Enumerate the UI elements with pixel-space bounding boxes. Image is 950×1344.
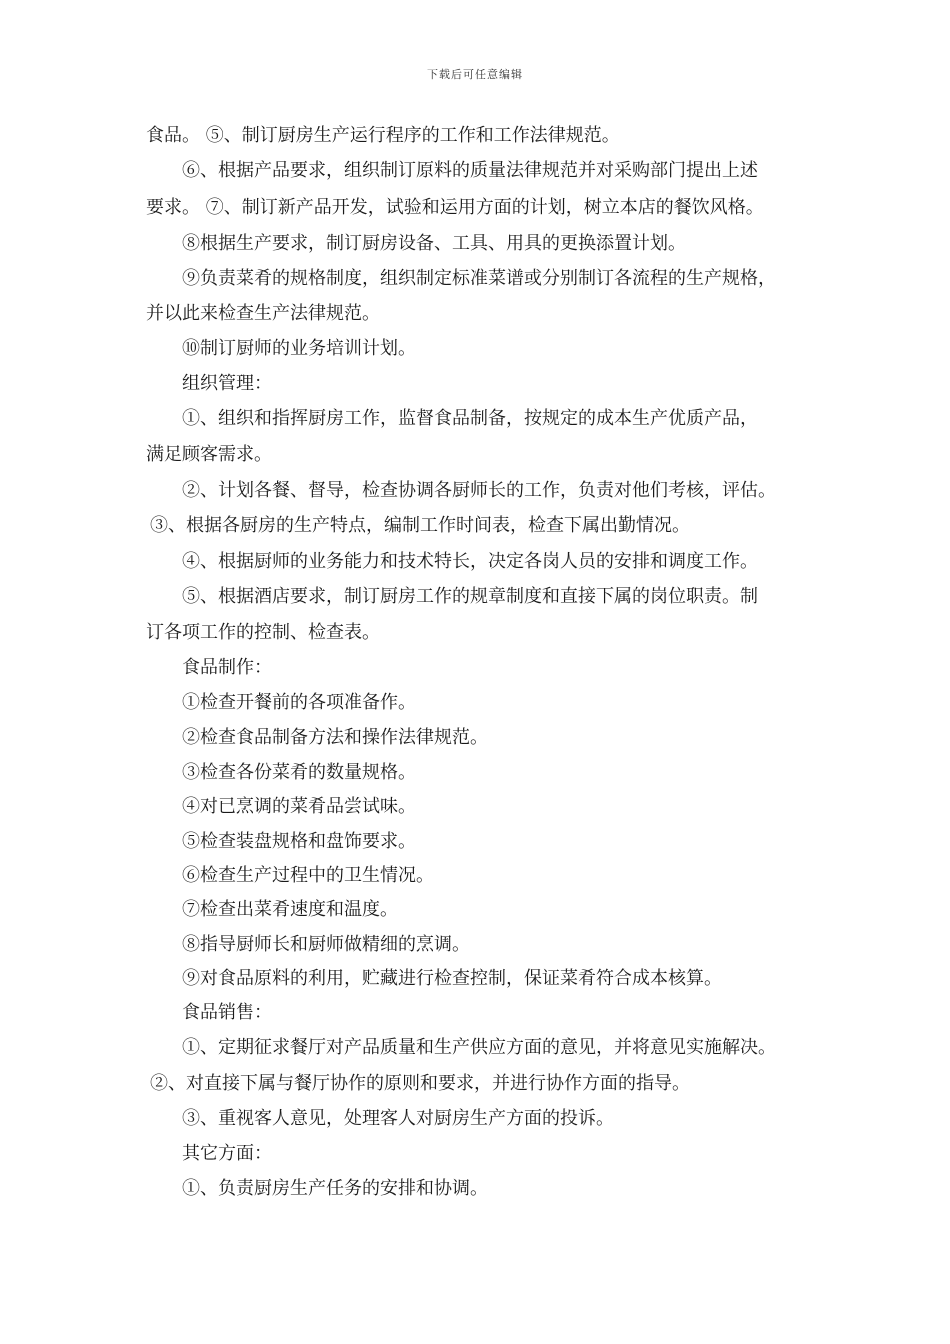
text-line: ⑨负责菜肴的规格制度，组织制定标准菜谱或分别制订各流程的生产规格， [182,268,776,289]
text-line: ⑥检查生产过程中的卫生情况。 [182,865,434,886]
page-header: 下载后可任意编辑 [427,68,523,81]
text-line: ⑤、根据酒店要求，制订厨房工作的规章制度和直接下属的岗位职责。制 [182,586,758,607]
text-line: ①、定期征求餐厅对产品质量和生产供应方面的意见，并将意见实施解决。 [182,1037,776,1058]
text-line: ⑦检查出菜肴速度和温度。 [182,899,398,920]
text-line: ②检查食品制备方法和操作法律规范。 [182,727,488,748]
text-line: ④、根据厨师的业务能力和技术特长，决定各岗人员的安排和调度工作。 [182,551,758,572]
text-line: ①检查开餐前的各项准备作。 [182,692,416,713]
text-line: ⑧指导厨师长和厨师做精细的烹调。 [182,934,470,955]
text-line: ⑥、根据产品要求，组织制订原料的质量法律规范并对采购部门提出上述 [182,160,758,181]
text-line: 并以此来检查生产法律规范。 [146,303,380,324]
text-line: ④对已烹调的菜肴品尝试味。 [182,796,416,817]
text-line: ③、重视客人意见，处理客人对厨房生产方面的投诉。 [182,1108,614,1129]
text-line: ⑩制订厨师的业务培训计划。 [182,338,416,359]
text-line: ③检查各份菜肴的数量规格。 [182,762,416,783]
section-heading: 食品制作： [182,657,272,678]
text-line: ①、负责厨房生产任务的安排和协调。 [182,1178,488,1199]
section-heading: 组织管理： [182,373,272,394]
text-line: 食品。 ⑤、制订厨房生产运行程序的工作和工作法律规范。 [146,125,620,146]
section-heading: 其它方面： [182,1143,272,1164]
text-line: 满足顾客需求。 [146,444,272,465]
text-line: ②、对直接下属与餐厅协作的原则和要求，并进行协作方面的指导。 [150,1073,690,1094]
text-line: 要求。 ⑦、制订新产品开发，试验和运用方面的计划，树立本店的餐饮风格。 [146,197,764,218]
text-line: ⑨对食品原料的利用，贮藏进行检查控制，保证菜肴符合成本核算。 [182,968,722,989]
text-line: 订各项工作的控制、检查表。 [146,622,380,643]
text-line: ①、组织和指挥厨房工作，监督食品制备，按规定的成本生产优质产品， [182,408,758,429]
section-heading: 食品销售： [182,1002,272,1023]
text-line: ⑧根据生产要求，制订厨房设备、工具、用具的更换添置计划。 [182,233,686,254]
text-line: ⑤检查装盘规格和盘饰要求。 [182,831,416,852]
text-line: ③、根据各厨房的生产特点，编制工作时间表，检查下属出勤情况。 [150,515,690,536]
text-line: ②、计划各餐、督导，检查协调各厨师长的工作，负责对他们考核，评估。 [182,480,776,501]
